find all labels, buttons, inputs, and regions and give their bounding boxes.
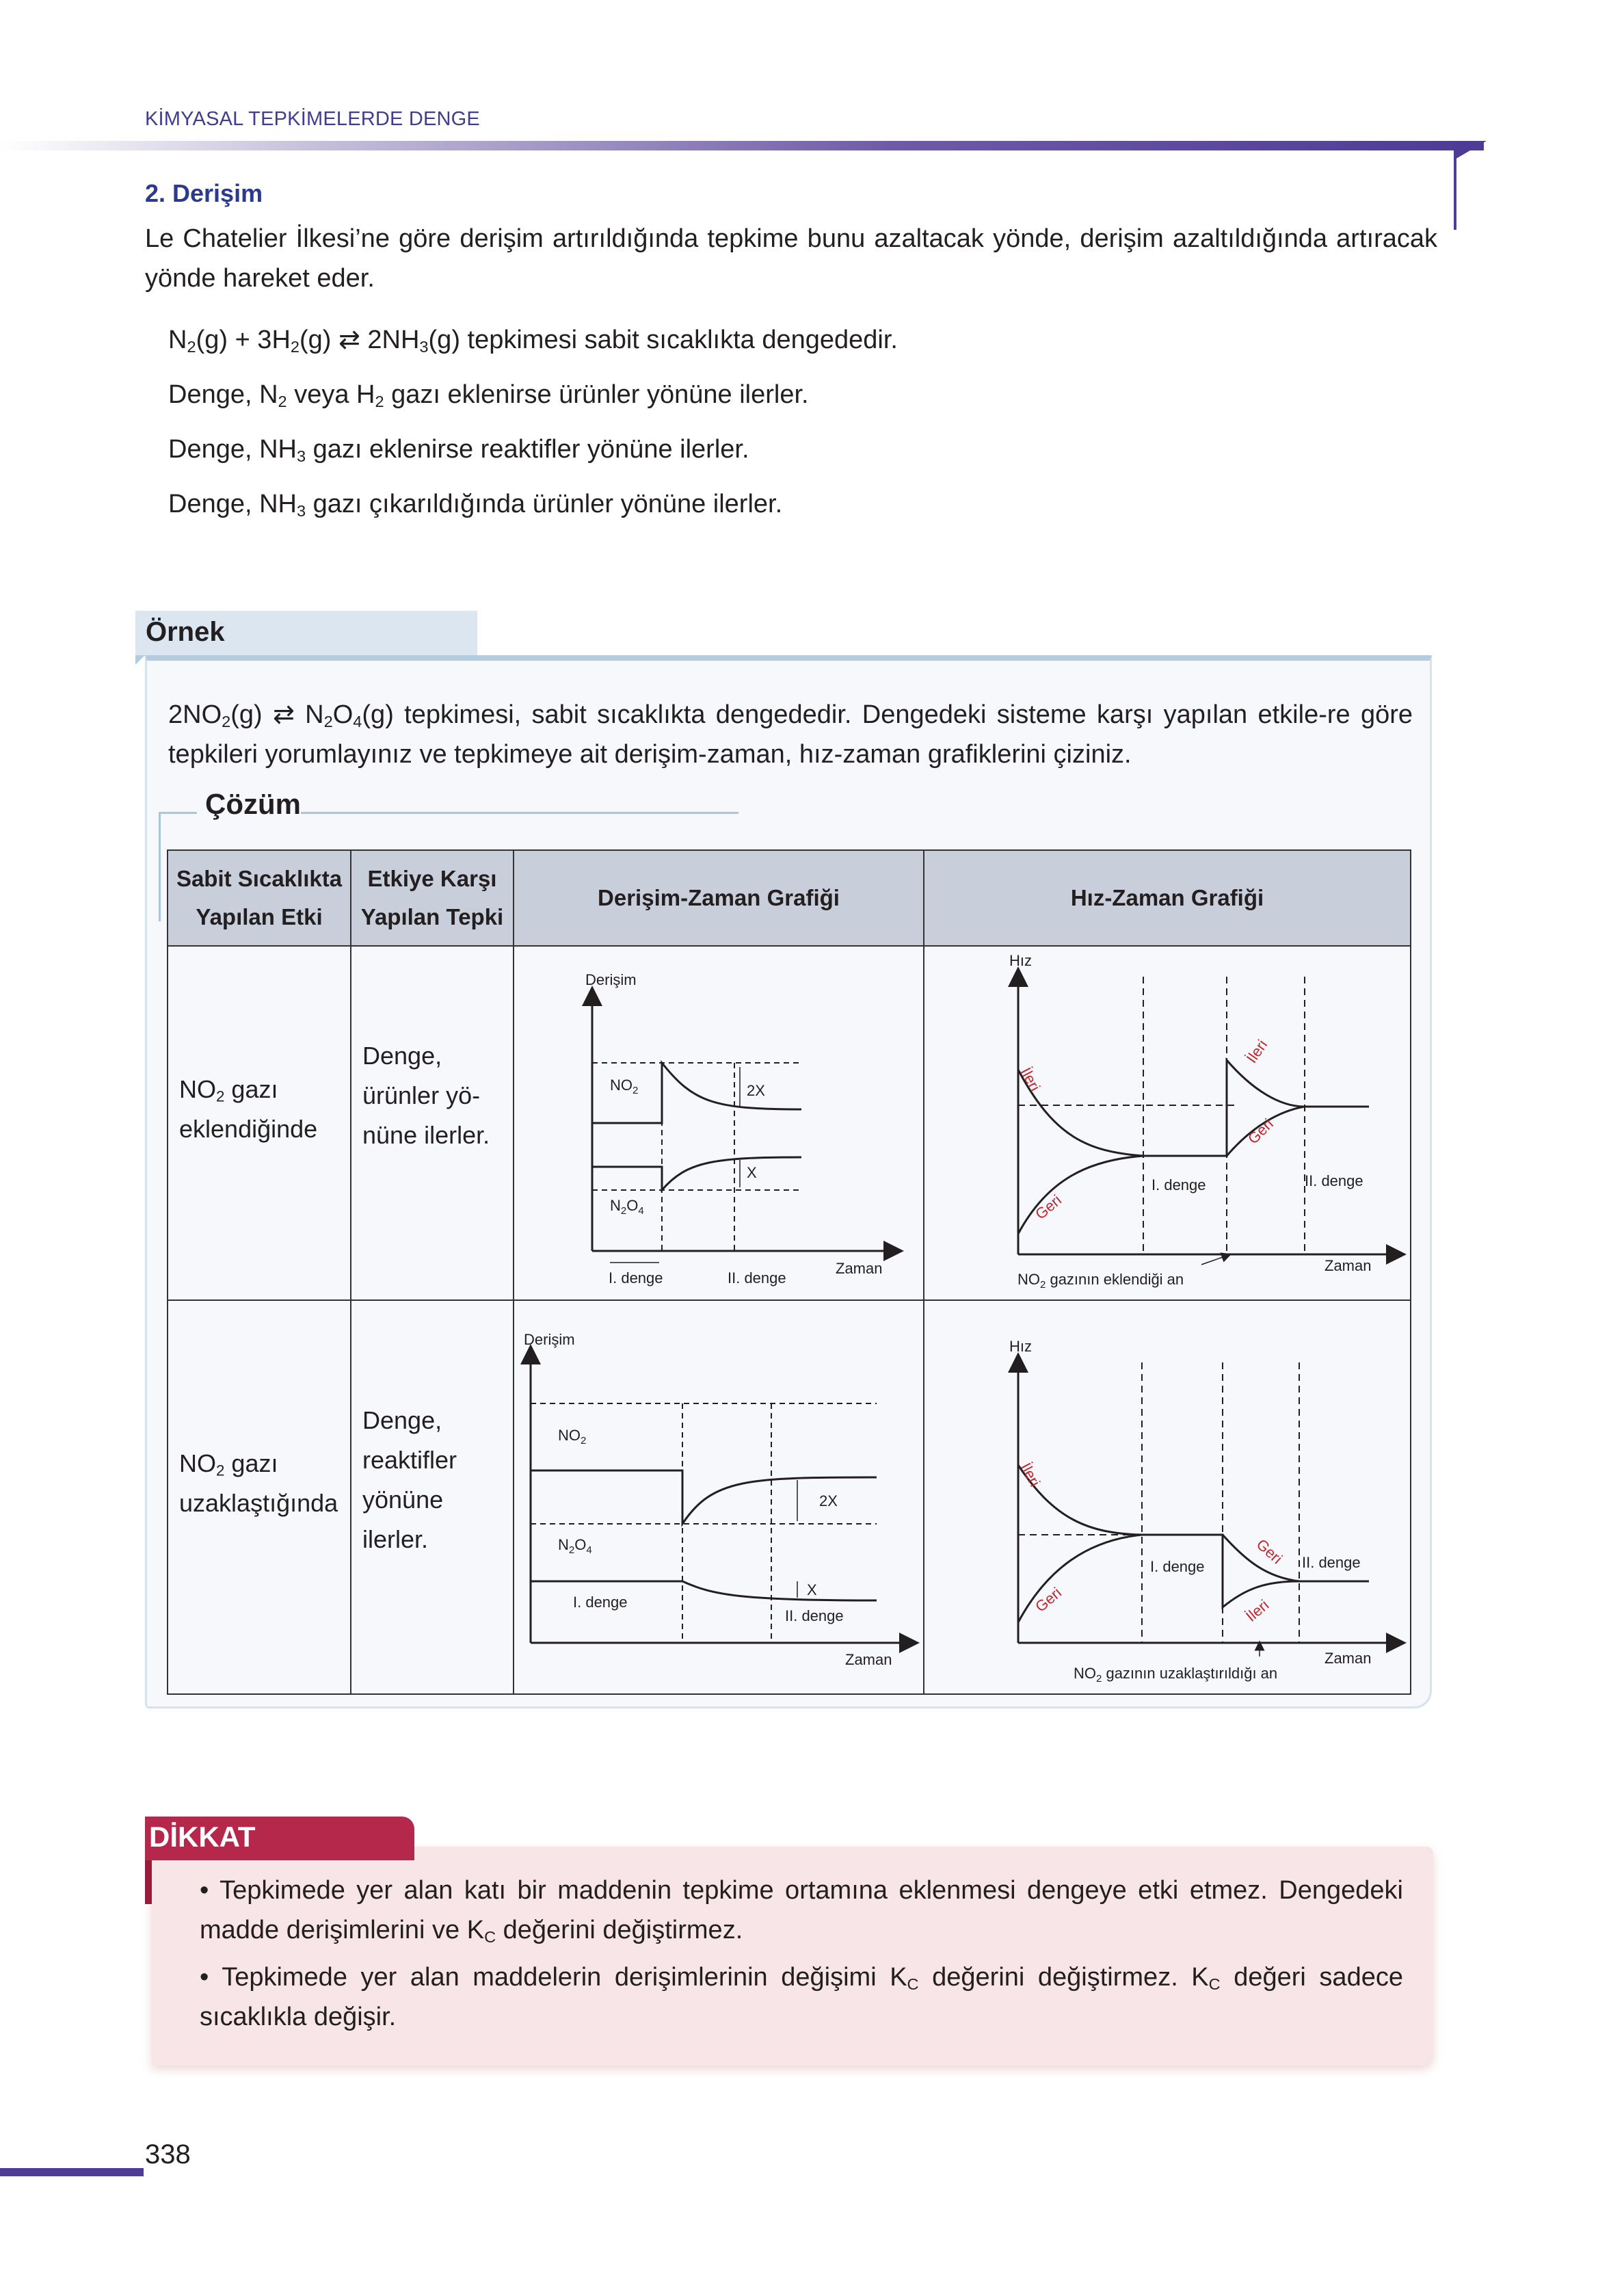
- n2o4-curve: [592, 1157, 801, 1190]
- reverse-label-2: Geri: [1253, 1535, 1286, 1568]
- rate-graph-cell: [924, 1300, 1411, 1694]
- footer-band: [0, 2168, 144, 2176]
- no2-label: $NO_2$: [610, 1077, 639, 1096]
- dikkat-title: DİKKAT: [149, 1821, 256, 1853]
- header-response: Etkiye Karşı Yapılan Tepki: [351, 850, 514, 946]
- delta-2x-label: 2X: [819, 1492, 838, 1509]
- example-question: $2NO_2(g)$ ⇄ $N_2O_4(g)$ tepkimesi, sabit sıcaklıkta dengededir. Dengedeki sisteme karşı yapılan etkile-re göre tepkileri yorumlayınız ve tepkimeye ait derişim-zaman, hız-zaman grafiklerini çiziniz.: [168, 700, 1413, 769]
- y-axis-label: Hız: [1009, 1338, 1032, 1355]
- solution-rule-left: [159, 812, 197, 814]
- page-number: 338: [145, 2139, 191, 2169]
- rule-line-2: Denge, $NH_3$ gazı eklenirse reaktifler yönüne ilerler.: [168, 435, 749, 465]
- forward-rate-curve: [1018, 1060, 1369, 1156]
- header-concentration-graph: Derişim-Zaman Grafiği: [514, 850, 924, 946]
- equilibrium-2-label: II. denge: [728, 1269, 786, 1286]
- running-header: KİMYASAL TEPKİMELERDE DENGE: [145, 108, 480, 130]
- reaction-line: $N_2(g) + 3H_2(g)$ ⇄ $2NH_3(g)$ tepkimesi sabit sıcaklıkta dengededir.: [168, 326, 898, 356]
- forward-rate-curve: [1018, 1465, 1369, 1607]
- equilibrium-2-label: II. denge: [785, 1607, 844, 1624]
- forward-label-2: İleri: [1242, 1036, 1271, 1066]
- table-row: [168, 946, 1411, 1300]
- bullet-icon: •: [200, 1876, 220, 1905]
- rule-line-3: Denge, $NH_3$ gazı çıkarıldığında ürünler yönüne ilerler.: [168, 490, 783, 520]
- equilibrium-arrows-icon: ⇄: [338, 326, 360, 354]
- header-effect: Sabit Sıcaklıkta Yapılan Etki: [168, 850, 351, 946]
- equilibrium-2-label: II. denge: [1302, 1554, 1361, 1571]
- rate-time-graph-1: [924, 947, 1411, 1299]
- response-cell: Denge, ürünler yö-nüne ilerler.: [351, 946, 514, 1300]
- solution-table: [167, 849, 1411, 1695]
- y-axis-label: Hız: [1009, 952, 1032, 969]
- rate-graph-cell: [924, 946, 1411, 1300]
- equilibrium-1-label: I. denge: [573, 1594, 628, 1611]
- event-label: $NO_2$ gazının eklendiği an: [1017, 1271, 1184, 1291]
- concentration-time-graph-1: [514, 947, 924, 1299]
- y-axis-label: Derişim: [524, 1331, 575, 1348]
- no2-label: $NO_2$: [558, 1427, 587, 1447]
- dikkat-notch: [145, 1860, 152, 1904]
- rate-time-graph-2: [924, 1301, 1411, 1693]
- section-paragraph: Le Chatelier İlkesi’ne göre derişim artırıldığında tepkime bunu azaltacak yönde, derişim azaltıldığında artıracak yönde hareket eder.: [145, 224, 1437, 293]
- n2o4-label: $N_2O_4$: [610, 1197, 644, 1217]
- table-header-row: [168, 850, 1411, 946]
- equilibrium-1-label: I. denge: [1150, 1558, 1205, 1575]
- delta-x-label: X: [807, 1581, 817, 1598]
- equilibrium-2-label: II. denge: [1305, 1172, 1363, 1189]
- section-title: 2. Derişim: [145, 179, 263, 207]
- example-title: Örnek: [146, 617, 225, 647]
- delta-x-label: X: [747, 1164, 757, 1181]
- n2o4-label: $N_2O_4$: [558, 1536, 592, 1556]
- x-axis-label: Zaman: [845, 1651, 892, 1668]
- forward-label-2: İleri: [1242, 1596, 1273, 1625]
- example-notch: [135, 655, 145, 665]
- reverse-label-2: Geri: [1244, 1115, 1277, 1148]
- header-rate-graph: Hız-Zaman Grafiği: [924, 850, 1411, 946]
- event-label: $NO_2$ gazının uzaklaştırıldığı an: [1074, 1665, 1278, 1685]
- solution-rule-vertical: [159, 812, 161, 921]
- forward-label-1: İleri: [1017, 1064, 1044, 1094]
- response-cell: Denge, reaktifler yönüne ilerler.: [351, 1300, 514, 1694]
- x-axis-label: Zaman: [836, 1260, 883, 1277]
- equilibrium-1-label: I. denge: [1152, 1176, 1206, 1193]
- solution-title: Çözüm: [205, 788, 301, 820]
- rule-line-1: Denge, $N_2$ veya $H_2$ gazı eklenirse ürünler yönüne ilerler.: [168, 380, 809, 410]
- concentration-graph-cell: [514, 946, 924, 1300]
- delta-2x-label: 2X: [747, 1082, 765, 1099]
- x-axis-label: Zaman: [1325, 1257, 1372, 1274]
- solution-rule-right: [301, 812, 738, 814]
- concentration-time-graph-2: [514, 1301, 924, 1693]
- y-axis-label: Derişim: [585, 971, 637, 988]
- x-axis-label: Zaman: [1325, 1650, 1372, 1667]
- header-corner: [1454, 141, 1487, 230]
- bullet-icon: •: [200, 1963, 222, 1992]
- forward-label-1: İleri: [1017, 1460, 1044, 1490]
- effect-cell: $NO_2$ gazı eklendiğinde: [168, 946, 351, 1300]
- equilibrium-1-label: I. denge: [609, 1269, 663, 1286]
- reverse-label-1: Geri: [1032, 1191, 1065, 1223]
- table-row: [168, 1300, 1411, 1694]
- effect-cell: $NO_2$ gazı uzaklaştığında: [168, 1300, 351, 1694]
- header-band: [0, 141, 1484, 150]
- concentration-graph-cell: [514, 1300, 924, 1694]
- reverse-label-1: Geri: [1032, 1583, 1065, 1615]
- dikkat-bullet-2: • Tepkimede yer alan maddelerin derişimlerinin değişimi $K_C$ değerini değiştirmez. $K_C$ değeri sadece sıcaklıkla değişir.: [200, 1963, 1403, 2031]
- equilibrium-arrows-icon: ⇄: [273, 700, 295, 729]
- dikkat-bullet-1: • Tepkimede yer alan katı bir maddenin tepkime ortamına eklenmesi dengeye etki etmez. Dengedeki madde derişimlerini ve $K_C$ değerini değiştirmez.: [200, 1876, 1403, 1946]
